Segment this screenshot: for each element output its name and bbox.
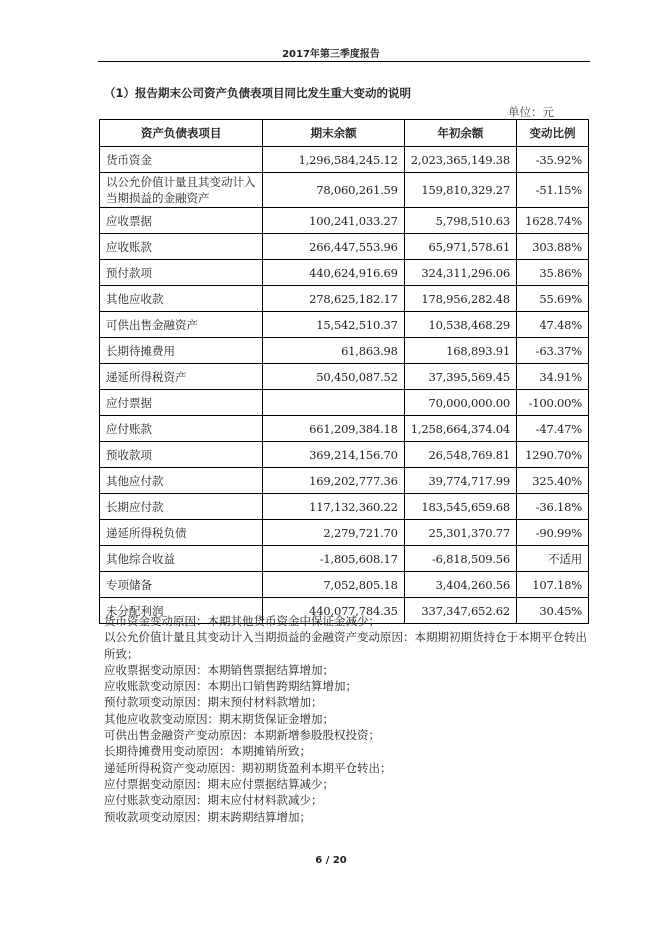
table-row [100,312,589,338]
year-start-cell: 324,311,296.06 [404,260,516,286]
period-end-cell: 169,202,777.36 [263,468,404,494]
change-ratio-cell: 30.45% [517,598,589,624]
change-reason-line: 长期待摊费用变动原因：本期摊销所致； [104,744,311,759]
year-start-cell: 5,798,510.63 [404,208,516,234]
change-ratio-cell: -51.15% [517,173,589,208]
table-row [100,173,589,208]
change-reason-line: 递延所得税资产变动原因：期初期货盈利本期平仓转出； [104,760,392,775]
period-end-cell: 15,542,510.37 [263,312,404,338]
item-name-cell: 递延所得税资产 [100,364,263,390]
page-header: 2017年第三季度报告 [282,49,380,60]
change-ratio-cell: 1290.70% [517,442,589,468]
header-divider [98,61,590,62]
period-end-cell: 117,132,360.22 [263,494,404,520]
change-ratio-cell: -90.99% [517,520,589,546]
table-row [100,546,589,572]
period-end-cell [263,390,404,416]
section-title: （1）报告期末公司资产负债表项目同比发生重大变动的说明 [104,86,411,100]
item-name-cell: 长期待摊费用 [100,338,263,364]
table-row [100,494,589,520]
period-end-cell: 61,863.98 [263,338,404,364]
table-row [100,364,589,390]
change-ratio-cell: -100.00% [517,390,589,416]
column-header: 资产负债表项目 [100,120,263,147]
change-reason-line: 应付账款变动原因：期末应付材料款减少； [104,793,323,808]
item-name-cell: 可供出售金融资产 [100,312,263,338]
year-start-cell: 2,023,365,149.38 [404,147,516,173]
period-end-cell: 440,624,916.69 [263,260,404,286]
item-name-cell: 其他综合收益 [100,546,263,572]
item-name-cell: 应付账款 [100,416,263,442]
change-ratio-cell: -35.92% [517,147,589,173]
year-start-cell: -6,818,509.56 [404,546,516,572]
period-end-cell: 266,447,553.96 [263,234,404,260]
period-end-cell: 661,209,384.18 [263,416,404,442]
table-row [100,520,589,546]
period-end-cell: 50,450,087.52 [263,364,404,390]
period-end-cell: 1,296,584,245.12 [263,147,404,173]
year-start-cell: 65,971,578.61 [404,234,516,260]
year-start-cell: 26,548,769.81 [404,442,516,468]
table-row [100,208,589,234]
item-name-cell: 递延所得税负债 [100,520,263,546]
change-ratio-cell: 1628.74% [517,208,589,234]
column-header: 变动比例 [517,120,589,147]
period-end-cell: 440,077,784.35 [263,598,404,624]
item-name-cell: 应付票据 [100,390,263,416]
change-ratio-cell: 35.86% [517,260,589,286]
item-name-cell: 预付款项 [100,260,263,286]
period-end-cell: -1,805,608.17 [263,546,404,572]
balance-sheet-changes-table [99,119,589,624]
column-header: 年初余额 [404,120,516,147]
table-row [100,286,589,312]
period-end-cell: 100,241,033.27 [263,208,404,234]
item-name-cell: 应收账款 [100,234,263,260]
change-reason-line: 预付款项变动原因：期末预付材料款增加； [104,695,323,710]
period-end-cell: 369,214,156.70 [263,442,404,468]
change-reasons [104,613,594,825]
table-row [100,468,589,494]
change-reason-line: 其他应收款变动原因：期末期货保证金增加； [104,711,334,726]
item-name-cell: 未分配利润 [100,598,263,624]
change-reason-line: 货币资金变动原因：本期其他货币资金中保证金减少； [104,614,380,628]
table-row [100,147,589,173]
year-start-cell: 168,893.91 [404,338,516,364]
item-name-cell: 长期应付款 [100,494,263,520]
table-row [100,572,589,598]
year-start-cell: 37,395,569.45 [404,364,516,390]
table-row [100,442,589,468]
item-name-cell: 预收款项 [100,442,263,468]
item-name-cell: 专项储备 [100,572,263,598]
year-start-cell: 10,538,468.29 [404,312,516,338]
period-end-cell: 78,060,261.59 [263,173,404,208]
change-reason-line: 应收票据变动原因：本期销售票据结算增加； [104,662,334,677]
item-name-cell: 其他应收款 [100,286,263,312]
change-ratio-cell: 34.91% [517,364,589,390]
table-row [100,338,589,364]
year-start-cell: 25,301,370.77 [404,520,516,546]
change-ratio-cell: 107.18% [517,572,589,598]
change-reason-line: 应付票据变动原因：期末应付票据结算减少； [104,776,334,791]
year-start-cell: 178,956,282.48 [404,286,516,312]
change-reason-line: 以公允价值计量且其变动计入当期损益的金融资产变动原因：本期期初期货持仓于本期平仓转出所致； [104,630,587,661]
year-start-cell: 39,774,717.99 [404,468,516,494]
period-end-cell: 278,625,182.17 [263,286,404,312]
table-header-row [100,120,589,147]
year-start-cell: 337,347,652.62 [404,598,516,624]
change-ratio-cell: 303.88% [517,234,589,260]
year-start-cell: 159,810,329.27 [404,173,516,208]
table-row [100,416,589,442]
table-row [100,260,589,286]
change-ratio-cell: 325.40% [517,468,589,494]
change-ratio-cell: -36.18% [517,494,589,520]
unit-label: 单位：元 [508,105,554,119]
period-end-cell: 7,052,805.18 [263,572,404,598]
period-end-cell: 2,279,721.70 [263,520,404,546]
item-name-cell: 以公允价值计量且其变动计入当期损益的金融资产 [100,173,263,208]
year-start-cell: 3,404,260.56 [404,572,516,598]
change-ratio-cell: 55.69% [517,286,589,312]
page-number: 6 / 20 [315,855,347,866]
change-ratio-cell: -47.47% [517,416,589,442]
year-start-cell: 183,545,659.68 [404,494,516,520]
item-name-cell: 其他应付款 [100,468,263,494]
change-ratio-cell: -63.37% [517,338,589,364]
change-ratio-cell: 47.48% [517,312,589,338]
column-header: 期末余额 [263,120,404,147]
table-row [100,390,589,416]
item-name-cell: 应收票据 [100,208,263,234]
year-start-cell: 70,000,000.00 [404,390,516,416]
change-reason-line: 应收账款变动原因：本期出口销售跨期结算增加； [104,679,357,694]
year-start-cell: 1,258,664,374.04 [404,416,516,442]
item-name-cell: 货币资金 [100,147,263,173]
change-reason-line: 预收款项变动原因：期末跨期结算增加； [104,809,311,824]
change-ratio-cell: 不适用 [517,546,589,572]
change-reason-line: 可供出售金融资产变动原因：本期新增参股股权投资； [104,728,380,743]
table-row [100,234,589,260]
